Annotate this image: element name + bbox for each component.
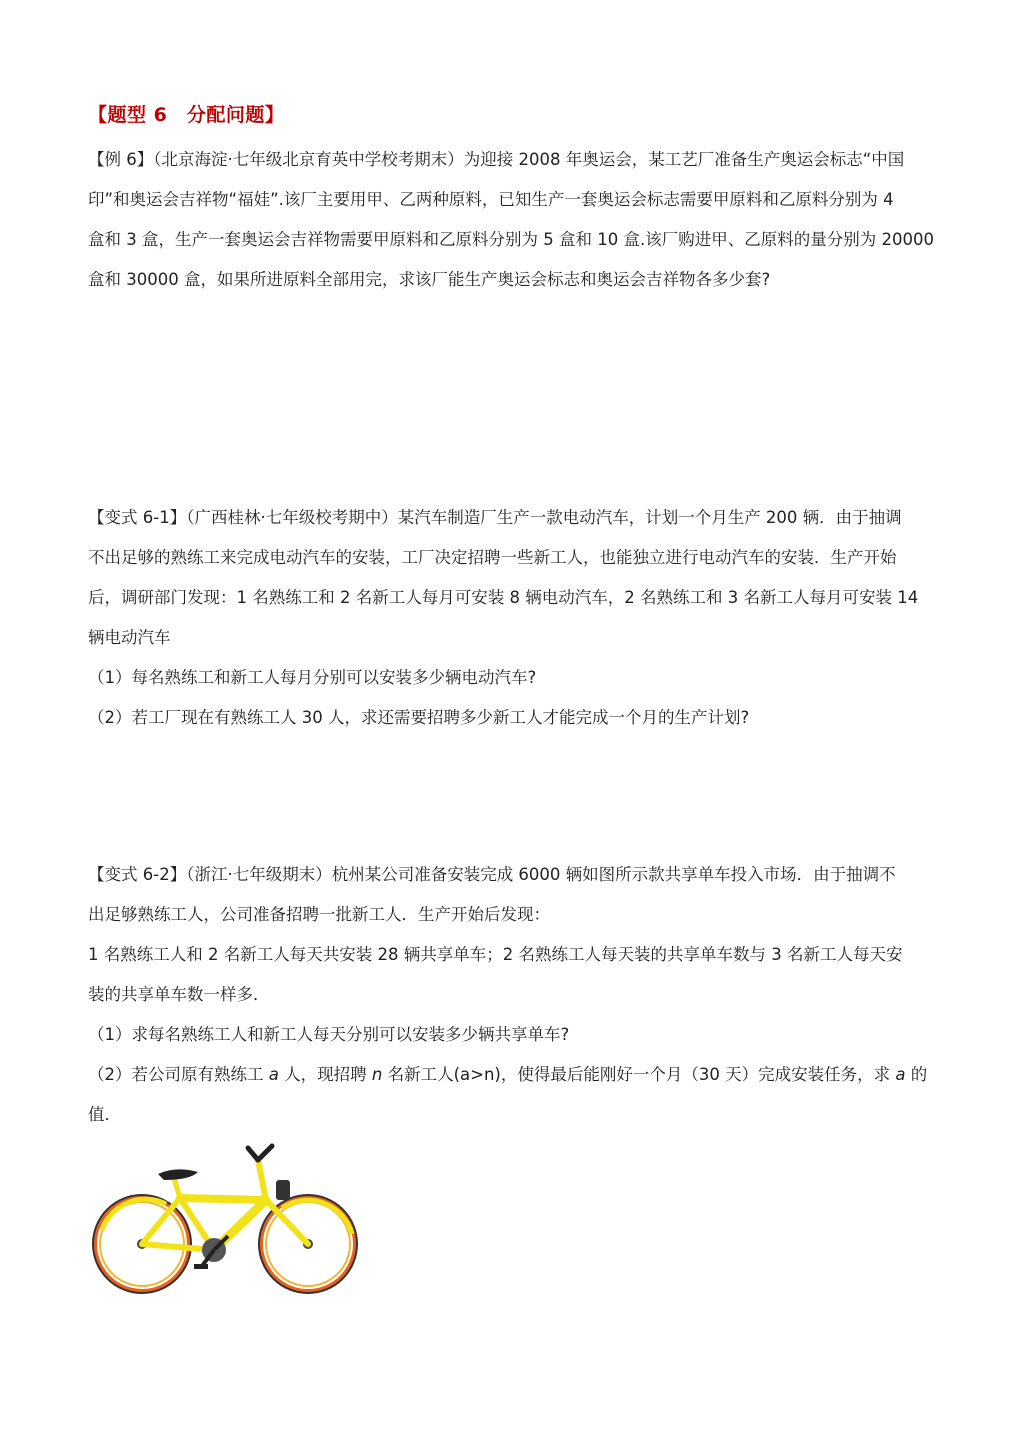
shared-bike-image — [90, 1138, 362, 1298]
question-1: （1）每名熟练工和新工人每月分别可以安装多少辆电动汽车? — [88, 668, 537, 687]
text-line: 辆电动汽车 — [88, 628, 171, 647]
section-heading: 【题型 6 分配问题】 — [88, 104, 285, 126]
q2-text: 人，现招聘 — [278, 1065, 372, 1084]
text-line: 【变式 6-1】（广西桂林·七年级校考期中）某汽车制造厂生产一款电动汽车，计划一个月生产 200 辆．由于抽调 — [88, 508, 902, 527]
handlebar — [248, 1146, 272, 1160]
variant-6-1 — [88, 498, 944, 738]
example-6 — [88, 140, 944, 300]
bike-seat — [158, 1169, 198, 1180]
lock-box — [276, 1180, 290, 1200]
variant-6-2 — [88, 855, 944, 1135]
variable-a: a — [268, 1065, 279, 1084]
text-line: 【变式 6-2】（浙江·七年级期末）杭州某公司准备安装完成 6000 辆如图所示款共享单车投入市场．由于抽调不 — [88, 865, 896, 884]
question-2: （2）若工厂现在有熟练工人 30 人，求还需要招聘多少新工人才能完成一个月的生产计划? — [88, 708, 750, 727]
pedal-crank — [194, 1236, 228, 1269]
text-line: 装的共享单车数一样多． — [88, 985, 270, 1004]
text-line: 盒和 30000 盒，如果所进原料全部用完，求该厂能生产奥运会标志和奥运会吉祥物各多少套? — [88, 270, 771, 289]
variable-a: a — [895, 1065, 906, 1084]
text-line: 【例 6】（北京海淀·七年级北京育英中学校考期末）为迎接 2008 年奥运会，某工艺厂准备生产奥运会标志“中国 — [88, 150, 905, 169]
text-line: 1 名熟练工人和 2 名新工人每天共安装 28 辆共享单车；2 名熟练工人每天装的共享单车数与 3 名新工人每天安 — [88, 945, 903, 964]
text-line: 盒和 3 盒，生产一套奥运会吉祥物需要甲原料和乙原料分别为 5 盒和 10 盒.该厂购进甲、乙原料的量分别为 20000 — [88, 230, 934, 249]
q2-text: （2）若公司原有熟练工 — [88, 1065, 269, 1084]
text-line: 后，调研部门发现：1 名熟练工和 2 名新工人每月可安装 8 辆电动汽车，2 名熟练工和 3 名新工人每月可安装 14 — [88, 588, 919, 607]
question-2-continued: 值． — [88, 1105, 121, 1124]
q2-text: 名新工人(a>n)，使得最后能刚好一个月（30 天）完成安装任务，求 — [382, 1065, 896, 1084]
q2-text: 的 — [905, 1065, 928, 1084]
variable-n: n — [371, 1065, 383, 1084]
text-line: 不出足够的熟练工来完成电动汽车的安装，工厂决定招聘一些新工人，也能独立进行电动汽车的安装．生产开始 — [88, 548, 897, 567]
text-line: 印”和奥运会吉祥物“福娃”.该厂主要用甲、乙两种原料，已知生产一套奥运会标志需要甲原料和乙原料分别为 4 — [88, 190, 894, 209]
question-2 — [88, 1055, 944, 1095]
text-line: 出足够熟练工人，公司准备招聘一批新工人．生产开始后发现： — [88, 905, 550, 924]
question-1: （1）求每名熟练工人和新工人每天分别可以安装多少辆共享单车? — [88, 1025, 570, 1044]
